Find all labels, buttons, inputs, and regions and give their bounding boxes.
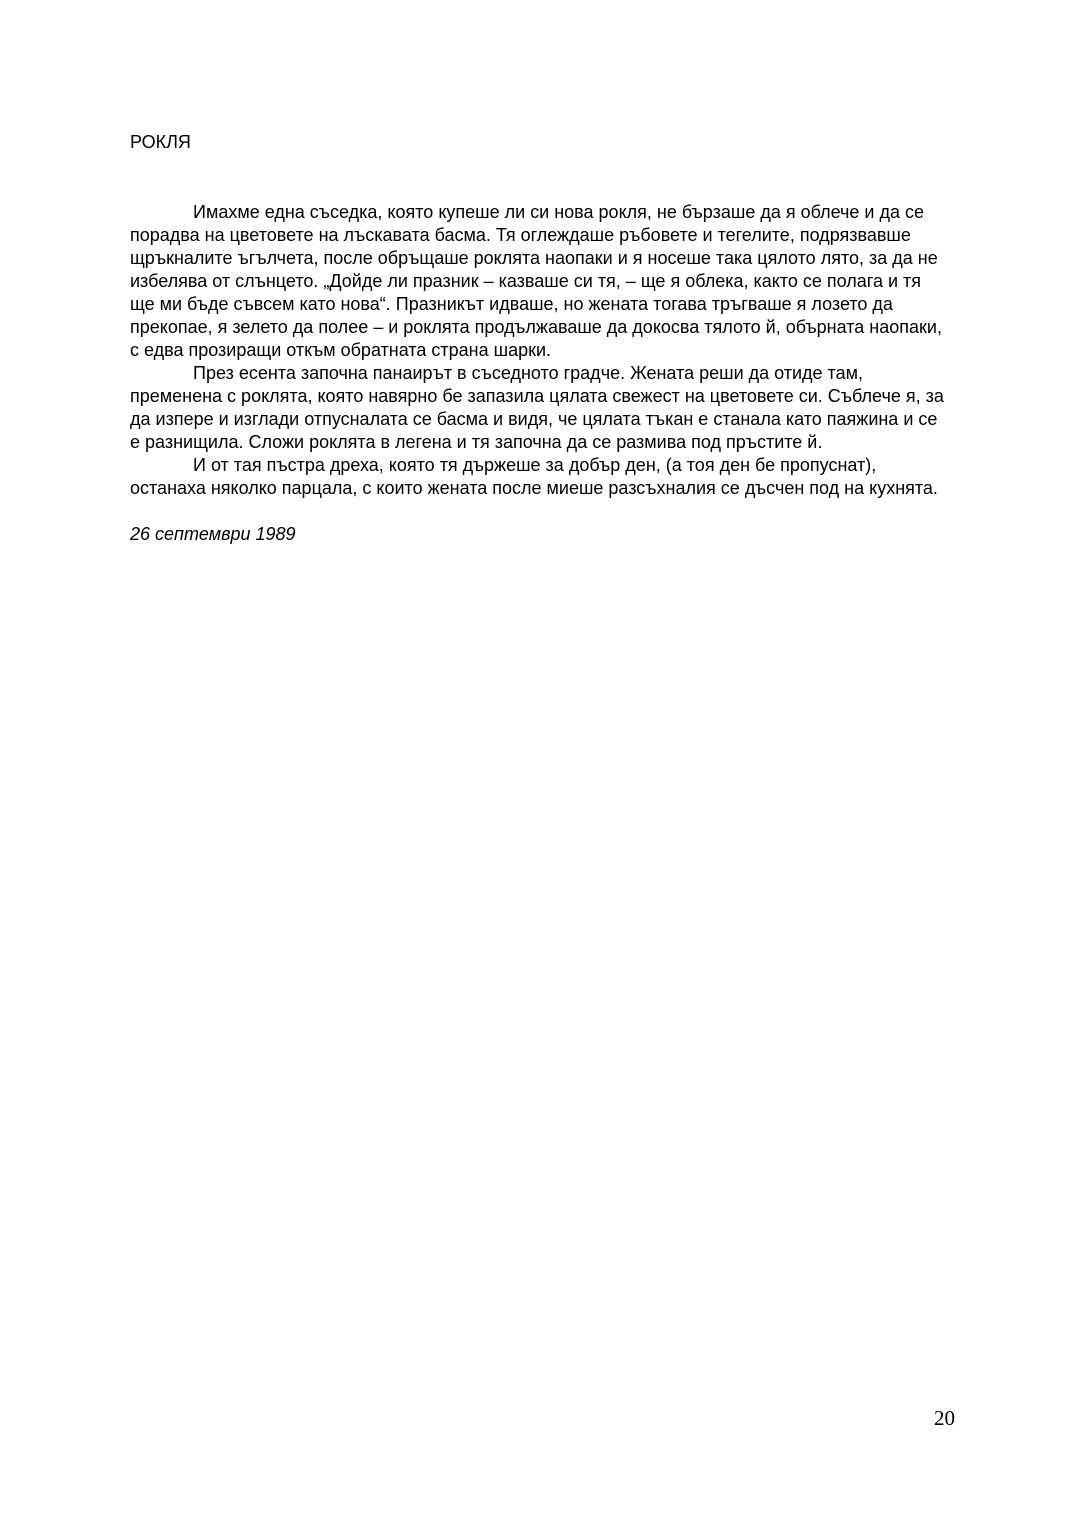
date-line: 26 септември 1989 — [130, 524, 296, 544]
document-title: РОКЛЯ — [130, 132, 191, 152]
story-paragraph-3: И от тая пъстра дреха, която тя държеше за добър ден, (а тоя ден бе пропуснат), останаха няколко парцала, с които жената после миеше разсъхналия се дъсчен под на кухнята. — [130, 455, 938, 498]
story-paragraph-2: През есента започна панаирът в съседното градче. Жената реши да отиде там, пременена с роклята, която навярно бе запазила цялата свежест на цветовете си. Съблече я, за да изпере и изглади отпусналата се басма и видя, че цялата тъкан е станала като паяжина и се е разнищила. Сложи роклята в легена и тя започна да се размива под пръстите й. — [130, 363, 944, 452]
story-paragraph-1: Имахме една съседка, която купеше ли си нова рокля, не бързаше да я облече и да се порадва на цветовете на лъскавата басма. Тя оглеждаше ръбовете и тегелите, подрязвавше щръкналите ъгълчета, после обръщаше роклята наопаки и я носеше така цялото лято, за да не избелява от слънцето. „Дойде ли празник – казваше си тя, – ще я облека, както се полага и тя ще ми бъде съвсем като нова“. Празникът идваше, но жената тогава тръгваше я лозето да прекопае, я зелето да полее – и роклята продължаваше да докосва тялото й, обърната наопаки, с едва прозиращи откъм обратната страна шарки. — [130, 202, 942, 360]
page-number: 20 — [934, 1406, 955, 1430]
text-block — [130, 131, 945, 546]
